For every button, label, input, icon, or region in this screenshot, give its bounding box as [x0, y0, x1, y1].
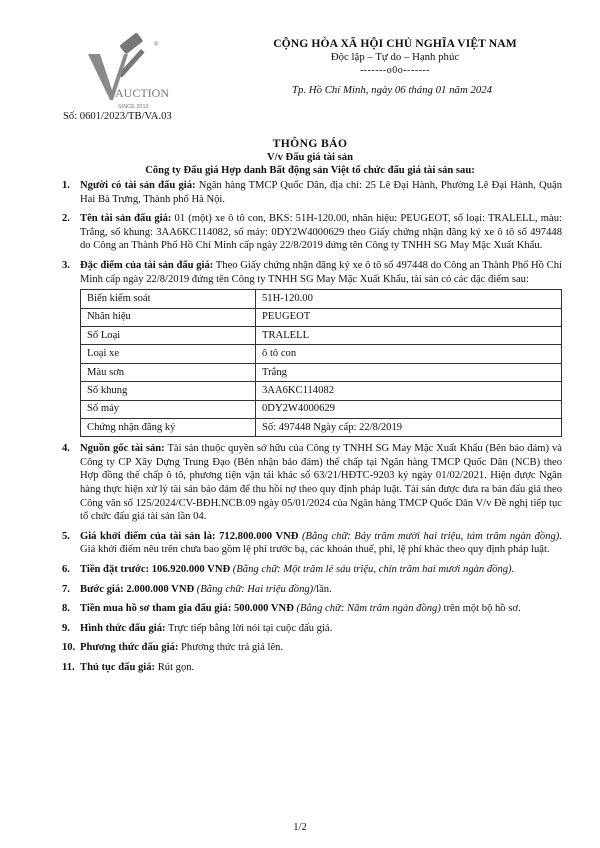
item-label: Phương thức đấu giá: — [80, 642, 179, 654]
item-label: Thủ tục đấu giá: — [80, 662, 156, 673]
item-number: 4. — [62, 443, 70, 455]
list-item — [62, 602, 562, 616]
item-text: Trực tiếp bằng lời nói tại cuộc đấu giá. — [165, 622, 333, 634]
item-number: 10. — [62, 642, 76, 654]
document-title — [60, 137, 560, 178]
item-number: 3. — [62, 259, 70, 271]
national-divider: -------o0o------- — [359, 65, 431, 77]
item-amount-in-words: (Bằng chữ: Một trăm lẻ sáu triệu, chín trăm hai mươi ngàn đồng). — [230, 564, 515, 576]
item-label: Người có tài sản đấu giá: — [80, 180, 196, 191]
national-title: CỘNG HÒA XÃ HỘI CHỦ NGHĨA VIỆT NAM — [273, 37, 517, 50]
table-cell-label: Biển kiểm soát — [81, 290, 256, 308]
item-number: 11. — [62, 662, 75, 673]
table-cell-label: Số máy — [81, 400, 256, 418]
item-text: Phương thức trả giá lên. — [178, 642, 284, 654]
table-row — [81, 308, 562, 326]
item-number: 9. — [62, 622, 70, 634]
table-cell-label: Chứng nhận đăng ký — [81, 418, 256, 436]
table-cell-label: Loại xe — [81, 345, 256, 363]
item-number: 1. — [62, 180, 70, 191]
item-amount-in-words: (Bằng chữ: Hai triệu đồng) — [194, 583, 314, 595]
item-list — [62, 179, 562, 681]
table-row — [81, 382, 562, 400]
logo-registered: ® — [154, 42, 159, 48]
table-row — [81, 326, 562, 344]
list-item — [62, 661, 562, 675]
item-text: Giá khởi điểm nêu trên chưa bao gồm lệ phí trước bạ, các khoản thuế, phí, lệ phí khác theo quy định pháp luật. — [80, 544, 550, 556]
item-number: 7. — [62, 583, 70, 595]
national-motto: Độc lập – Tự do – Hạnh phúc — [330, 50, 460, 63]
list-item — [62, 179, 562, 206]
list-item — [62, 583, 562, 597]
logo-since: SINCE 2013 — [118, 104, 149, 110]
table-row — [81, 290, 562, 308]
item-amount-in-words: (Bằng chữ: Năm trăm ngàn đồng) — [293, 603, 441, 615]
item-label: Hình thức đấu giá: — [80, 622, 166, 634]
title-subject: V/v Đấu giá tài sản — [267, 151, 353, 163]
item-text: trên một bộ hồ sơ. — [440, 603, 521, 615]
table-row — [81, 400, 562, 418]
item-label: Tiền đặt trước: 106.920.000 VNĐ — [80, 564, 231, 576]
table-cell-value: 3AA6KC114082 — [256, 382, 562, 400]
vehicle-details-table — [80, 289, 562, 437]
table-cell-label: Màu sơn — [81, 363, 256, 381]
document-number: Số: 0601/2023/TB/VA.03 — [63, 111, 172, 122]
list-item — [62, 259, 562, 286]
table-row — [81, 363, 562, 381]
item-amount-in-words: (Bằng chữ: Bảy trăm mười hai triệu, tám trăm ngàn đồng). — [298, 530, 562, 542]
table-cell-label: Số khung — [81, 382, 256, 400]
table-cell-value: 0DY2W4000629 — [256, 400, 562, 418]
item-number: 2. — [62, 213, 70, 225]
table-cell-label: Số Loại — [81, 326, 256, 344]
title-company: Công ty Đấu giá Hợp danh Bất động sản Việt tổ chức đấu giá tài sản sau: — [145, 165, 475, 177]
list-item — [62, 641, 562, 655]
item-text: Ngân hàng TMCP Quốc Dân, địa chỉ: 25 Lê Đại Hành, Phường Lê Đại Hành, Quận Hai Bà Trưng, Thành phố Hà Nội. — [80, 180, 562, 205]
item-text: Rút gọn. — [155, 662, 195, 673]
national-header — [240, 37, 550, 78]
table-cell-value: Trắng — [256, 363, 562, 381]
item-text: /lần. — [313, 583, 332, 595]
table-row — [81, 345, 562, 363]
logo-brand: AUCTION — [115, 86, 169, 100]
page-number: 1/2 — [293, 822, 307, 833]
table-cell-value: PEUGEOT — [256, 308, 562, 326]
list-item — [62, 563, 562, 577]
title-main: THÔNG BÁO — [272, 137, 348, 150]
list-item — [62, 622, 562, 636]
item-text: Tài sản thuộc quyền sở hữu của Công ty TNHH SG May Mặc Xuất Khẩu (Bên bảo đảm) và Công ty CP Xây Dựng Trung Đạo (Bên nhận bảo đảm) thế chấp tại Ngân hàng TMCP Quốc Dân (NCB) theo Hợp đồng thế chấp ô tô, phương tiện vận tải khác số 63/21/HĐTC-9203 ký ngày 01/02/2021. Hiện được Ngân hàng thực hiện xử lý tài sản bảo đảm để thu hồi nợ theo quy định pháp luật. Tài sản được đưa ra bán đấu giá theo Công văn số 125/2024/CV-BĐH.NCB.09 ngày 05/01/2024 của Ngân hàng TMCP Quốc Dân V/v Đề nghị tiếp tục tổ chức đấu giá tài sản lần 04. — [80, 443, 562, 523]
table-cell-label: Nhãn hiệu — [81, 308, 256, 326]
item-label: Đặc điểm của tài sản đấu giá: — [80, 259, 214, 271]
item-text: Theo Giấy chứng nhận đăng ký xe ô tô số 497448 do Công an Thành Phố Hồ Chí Minh cấp ngày 22/8/2019 đứng tên Công ty TNHH SG May Mặc Xuất Khẩu, tài sản có các đặc điểm sau: — [80, 259, 562, 285]
document-date: Tp. Hồ Chí Minh, ngày 06 tháng 01 năm 2024 — [292, 84, 493, 96]
item-label: Bước giá: 2.000.000 VNĐ — [80, 583, 195, 595]
table-cell-value: 51H-120.00 — [256, 290, 562, 308]
item-label: Tiền mua hồ sơ tham gia đấu giá: 500.000 VNĐ — [80, 603, 294, 615]
table-row — [81, 418, 562, 436]
item-number: 6. — [62, 564, 70, 576]
table-cell-value: Số: 497448 Ngày cấp: 22/8/2019 — [256, 418, 562, 436]
list-item — [62, 212, 562, 253]
item-number: 5. — [62, 530, 70, 542]
list-item — [62, 442, 562, 524]
item-label: Giá khởi điểm của tài sản là: 712.800.000 VNĐ — [80, 530, 299, 542]
item-number: 8. — [62, 603, 70, 615]
list-item — [62, 530, 562, 557]
item-text: 01 (một) xe ô tô con, BKS: 51H-120.00, nhãn hiệu: PEUGEOT, số loại: TRALELL, màu: Trắng, số khung: 3AA6KC114082, số máy: 0DY2W4000629 theo Giấy chứng nhận đăng ký xe ô tô số 497448 do Công an Thành Phố Hồ Chí Minh cấp ngày 22/8/2019 đứng tên Công ty TNHH SG May Mặc Xuất Khẩu. — [80, 213, 562, 252]
vauction-logo — [82, 24, 172, 114]
item-label: Tên tài sản đấu giá: — [80, 213, 172, 225]
item-label: Nguồn gốc tài sản: — [80, 443, 165, 455]
table-cell-value: TRALELL — [256, 326, 562, 344]
table-cell-value: ô tô con — [256, 345, 562, 363]
